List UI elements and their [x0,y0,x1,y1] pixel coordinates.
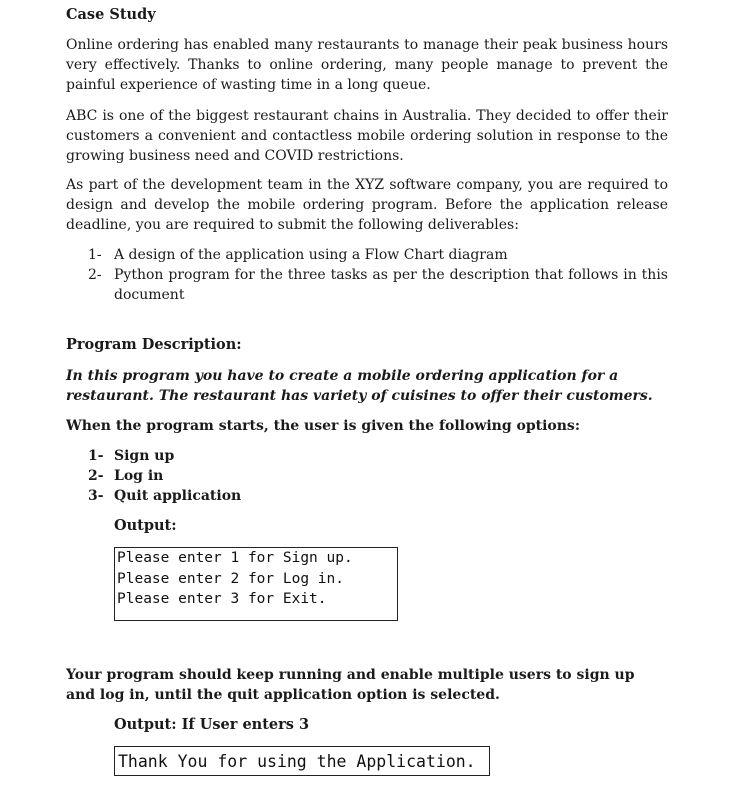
list-item [88,265,668,305]
case-study-paragraph-1: Online ordering has enabled many restaurants to manage their peak business hours very effectively. Thanks to online ordering, many people manage to prevent the painful experience of wasting time in a long queue. [66,37,668,93]
output-line: Please enter 1 for Sign up. [117,550,353,566]
list-number: 3- [88,488,104,504]
output-line: Please enter 2 for Log in. [117,570,344,587]
case-study-paragraph-2: ABC is one of the biggest restaurant chains in Australia. They decided to offer their customers a convenient and contactless mobile ordering solution in response to the growing business need and COVID restrictions. [66,108,668,164]
output-label: Output: [114,517,177,534]
list-number: 2- [88,267,102,283]
program-description-heading: Program Description: [66,336,242,353]
list-item [88,245,668,265]
output-box [114,547,398,621]
list-item-text: Python program for the three tasks as per the description that follows in this document [114,267,668,303]
keep-running-paragraph: Your program should keep running and enable multiple users to sign up and log in, until the quit application option is selected. [66,667,635,703]
output-line: Thank You for using the Application. [118,752,476,771]
list-item-text: A design of the application using a Flow Chart diagram [114,247,508,263]
list-number: 2- [88,468,104,484]
list-item [88,466,668,486]
program-intro: In this program you have to create a mobile ordering application for a restaurant. The restaurant has variety of cuisines to offer their customers. [66,368,653,404]
deliverables-list [88,245,668,305]
list-number: 1- [88,448,104,464]
list-item-text: Log in [114,468,164,484]
case-study-heading: Case Study [66,6,156,23]
options-intro: When the program starts, the user is given the following options: [66,418,580,434]
list-item [88,446,668,466]
case-study-paragraph-3: As part of the development team in the XYZ software company, you are required to design and develop the mobile ordering program. Before the application release deadline, you are required to submit the following deliverables: [66,177,668,233]
output-if-quit-label: Output: If User enters 3 [114,716,310,733]
list-number: 1- [88,247,102,263]
list-item [88,486,668,506]
list-item-text: Quit application [114,488,242,504]
output-line: Please enter 3 for Exit. [117,591,327,607]
quit-output-box [114,746,490,776]
options-list [88,446,668,506]
list-item-text: Sign up [114,448,175,464]
